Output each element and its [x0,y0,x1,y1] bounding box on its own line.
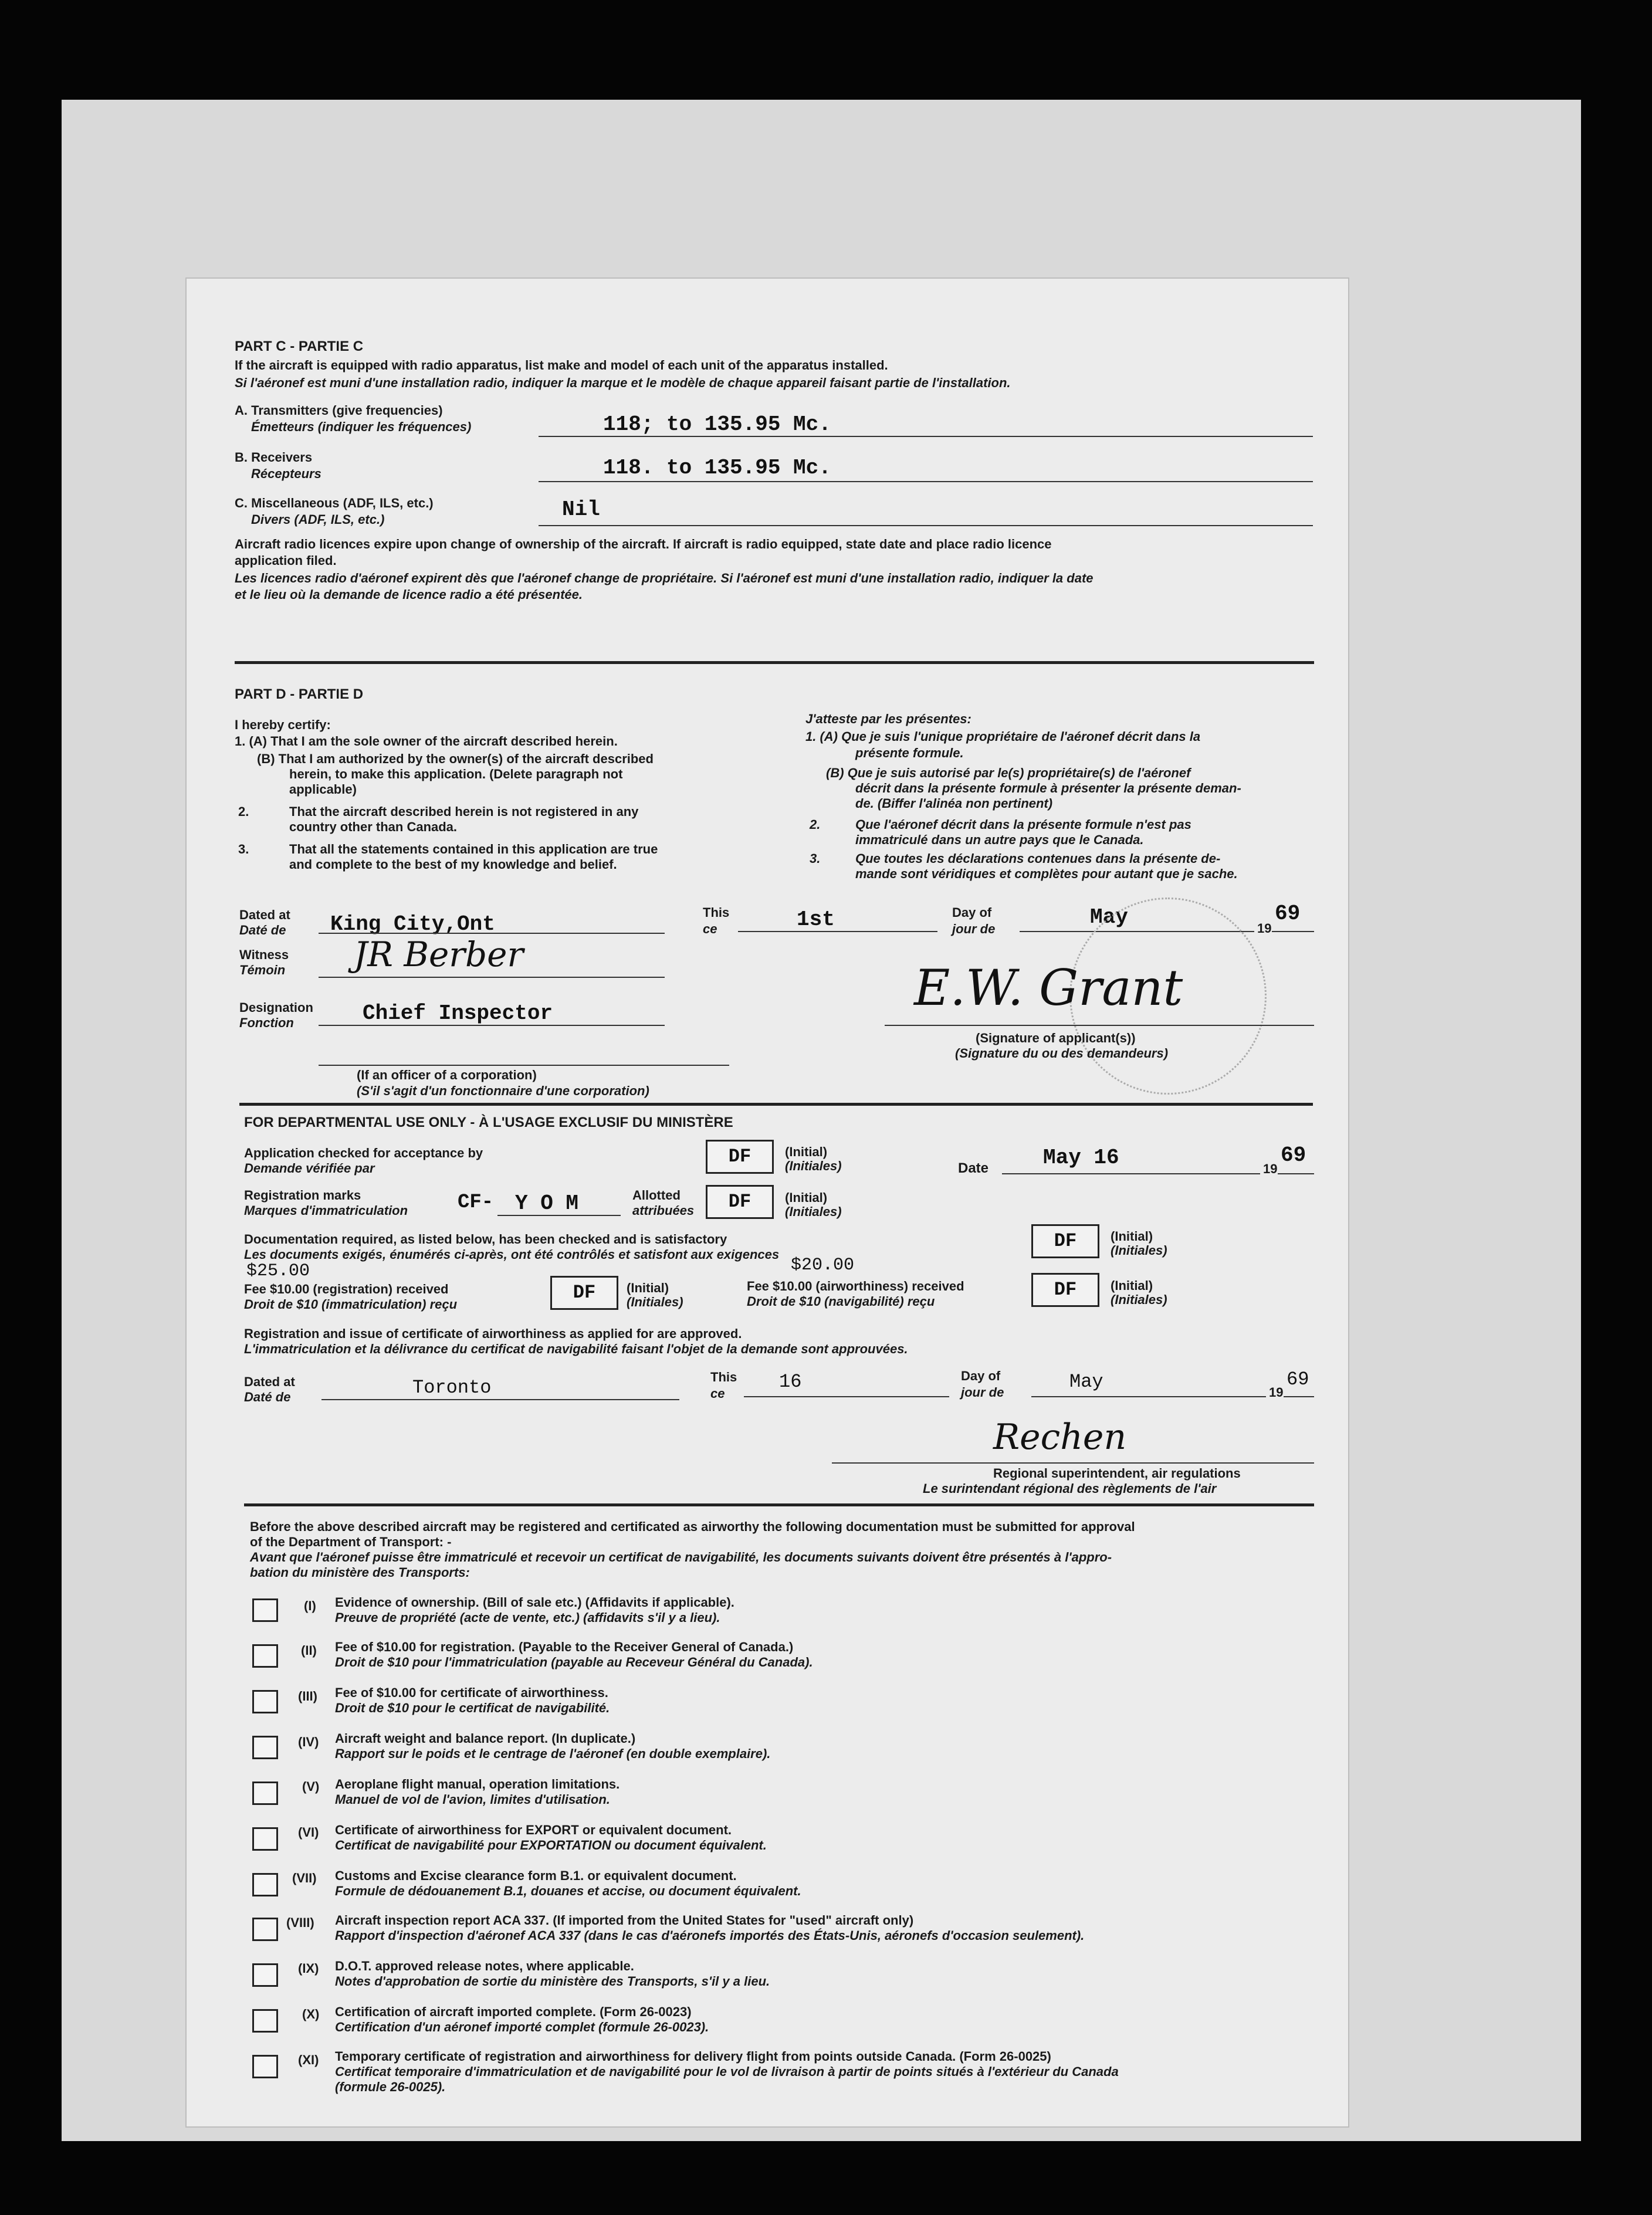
misc-label-en: C. Miscellaneous (ADF, ILS, etc.) [235,496,434,510]
doc-item-num: (VIII) [286,1915,314,1930]
certify-fr-2-1: Que l'aéronef décrit dans la présente formule n'est pas [855,817,1191,832]
dated-at-label-fr: Daté de [239,923,286,937]
radio-note-en-2: application filed. [235,553,337,568]
doc-checkbox-1[interactable] [252,1598,278,1622]
doc-item-num: (II) [301,1643,317,1658]
this-label-fr: ce [703,922,717,936]
doc-item-en: Fee of $10.00 for registration. (Payable to the Receiver General of Canada.) [335,1640,794,1654]
doc-item-num: (VI) [298,1825,319,1840]
fee-air-initial-label-fr: (Initiales) [1111,1292,1167,1307]
doc-item-fr: Certification d'un aéronef importé complet (formule 26-0023). [335,2020,709,2034]
dept-day-label-fr: jour de [961,1385,1004,1400]
fee-airworthiness-en: Fee $10.00 (airworthiness) received [747,1279,964,1293]
marks-prefix: CF- [458,1191,494,1214]
doc-checkbox-2[interactable] [252,1644,278,1668]
certify-fr-1b-3: de. (Biffer l'alinéa non pertinent) [855,796,1053,811]
certify-fr-1a-2: présente formule. [855,746,964,760]
part-c-intro-en: If the aircraft is equipped with radio apparatus, list make and model of each unit of the apparatus installed. [235,358,888,372]
doc-item-fr: Certificat de navigabilité pour EXPORTATION ou document équivalent. [335,1838,767,1852]
superintendent-label-en: Regional superintendent, air regulations [993,1466,1241,1481]
dept-this-label-fr: ce [710,1386,725,1401]
dept-this-label-en: This [710,1370,737,1384]
year-prefix: 19 [1257,921,1272,936]
applicant-signature: E.W. Grant [914,959,1183,1017]
year-value: 69 [1275,902,1301,926]
dept-dated-label-fr: Daté de [244,1390,291,1404]
doc-item-en: Temporary certificate of registration and airworthiness for delivery flight from points outside Canada. (Form 26-0025) [335,2049,1051,2064]
allotted-label-en: Allotted [632,1188,681,1203]
doc-item-fr: Preuve de propriété (acte de vente, etc.) (affidavits s'il y a lieu). [335,1610,720,1625]
fee-registration-fr: Droit de $10 (immatriculation) reçu [244,1297,458,1312]
certify-en-3-2: and complete to the best of my knowledge and belief. [289,857,617,872]
misc-label-fr: Divers (ADF, ILS, etc.) [251,512,385,527]
certify-fr-2-2: immatriculé dans un autre pays que le Canada. [855,832,1144,847]
doc-item-num: (X) [302,2007,320,2021]
officer-note-en: (If an officer of a corporation) [357,1068,537,1082]
transmitters-label-fr: Émetteurs (indiquer les fréquences) [251,419,472,434]
part-d-heading: PART D - PARTIE D [235,686,364,702]
certify-en: I hereby certify: [235,717,331,732]
doc-item-en: Certification of aircraft imported complete. (Form 26-0023) [335,2004,692,2019]
approved-fr: L'immatriculation et la délivrance du certificat de navigabilité faisant l'objet de la demande sont approuvées. [244,1342,908,1356]
doc-item-en: Certificate of airworthiness for EXPORT or equivalent document. [335,1823,732,1837]
applicant-signature-label-en: (Signature of applicant(s)) [976,1031,1136,1045]
checked-initial-label-en: (Initial) [785,1144,828,1159]
doc-item-en: Customs and Excise clearance form B.1. or equivalent document. [335,1868,737,1883]
certify-en-1b-2: herein, to make this application. (Delete paragraph not [289,767,623,781]
dated-at-label-en: Dated at [239,907,290,922]
checked-label-en: Application checked for acceptance by [244,1146,483,1160]
doc-checkbox-9[interactable] [252,1963,278,1987]
dept-year-prefix: 19 [1269,1385,1284,1400]
day-of-label-fr: jour de [952,922,996,936]
certify-fr: J'atteste par les présentes: [805,712,971,726]
doc-item-num: (VII) [292,1871,317,1885]
allotted-initials: DF [706,1185,774,1219]
marks-value: Y O M [515,1191,579,1215]
this-value: 1st [797,907,835,932]
officer-note-fr: (S'il s'agit d'un fonctionnaire d'une corporation) [357,1083,649,1098]
doc-checkbox-8[interactable] [252,1918,278,1941]
doc-item-num: (V) [302,1779,320,1794]
fee-airworthiness-initials: DF [1031,1273,1099,1307]
checked-initials: DF [706,1140,774,1174]
radio-note-fr-1: Les licences radio d'aéronef expirent dès que l'aéronef change de propriétaire. Si l'aéronef est muni d'une installation radio, indiquer la date [235,571,1094,585]
doc-item-en: Aircraft inspection report ACA 337. (If imported from the United States for "used" aircraft only) [335,1913,914,1928]
applicant-signature-label-fr: (Signature du ou des demandeurs) [955,1046,1169,1061]
doc-item-fr: Rapport d'inspection d'aéronef ACA 337 (dans le cas d'aéronefs importés des États-Unis, aéronefs d'occasion seulement). [335,1928,1085,1943]
fee-airworthiness-amount: $20.00 [791,1255,855,1275]
transmitters-value: 118; to 135.95 Mc. [603,412,831,436]
dept-this-value: 16 [779,1371,802,1393]
checked-initial-label-fr: (Initiales) [785,1159,842,1173]
doc-checkbox-11[interactable] [252,2055,278,2078]
part-c-intro-fr: Si l'aéronef est muni d'une installation radio, indiquer la marque et le modèle de chaque appareil faisant partie de l'installation. [235,375,1011,390]
doc-item-fr: Manuel de vol de l'avion, limites d'utilisation. [335,1792,610,1807]
marks-label-fr: Marques d'immatriculation [244,1203,408,1218]
docs-initials: DF [1031,1224,1099,1258]
certify-en-2-1: That the aircraft described herein is not registered in any [289,804,639,819]
doc-item-num: (I) [304,1598,316,1613]
docs-intro-en-1: Before the above described aircraft may be registered and certificated as airworthy the following documentation must be submitted for approval [250,1519,1135,1534]
dept-dated-label-en: Dated at [244,1374,295,1389]
doc-checkbox-10[interactable] [252,2009,278,2033]
dept-day-label-en: Day of [961,1369,1001,1383]
docs-intro-fr-1: Avant que l'aéronef puisse être immatriculé et recevoir un certificat de navigabilité, les documents suivants doivent être présentés à l'appro- [250,1550,1112,1564]
certify-fr-1b-2: décrit dans la présente formule à présenter la présente deman- [855,781,1241,795]
allotted-initial-label-fr: (Initiales) [785,1204,842,1219]
certify-en-3-1: That all the statements contained in this application are true [289,842,658,856]
doc-item-en: Aircraft weight and balance report. (In duplicate.) [335,1731,636,1746]
fee-reg-initial-label-fr: (Initiales) [627,1295,683,1309]
day-of-value: May [1090,905,1128,929]
certify-fr-3-num: 3. [810,851,821,866]
certify-fr-1a-1: 1. (A) Que je suis l'unique propriétaire de l'aéronef décrit dans la [805,729,1201,744]
form-page [187,279,1348,2126]
dept-date-year: 69 [1281,1143,1306,1167]
fee-reg-initial-label-en: (Initial) [627,1281,669,1295]
doc-checkbox-3[interactable] [252,1690,278,1713]
certify-en-1b-3: applicable) [289,782,357,797]
doc-item-en: Aeroplane flight manual, operation limitations. [335,1777,620,1791]
doc-item-en: Evidence of ownership. (Bill of sale etc.) (Affidavits if applicable). [335,1595,734,1610]
marks-label-en: Registration marks [244,1188,361,1203]
dept-year-value: 69 [1287,1369,1309,1390]
doc-item-num: (IX) [298,1961,319,1976]
docs-intro-fr-2: bation du ministère des Transports: [250,1565,470,1580]
day-of-label-en: Day of [952,905,992,920]
allotted-initial-label-en: (Initial) [785,1190,828,1205]
certify-en-1a: 1. (A) That I am the sole owner of the aircraft described herein. [235,734,618,749]
doc-item-fr: Droit de $10 pour l'immatriculation (payable au Receveur Général du Canada). [335,1655,813,1669]
docs-initial-label-en: (Initial) [1111,1229,1153,1244]
doc-checkbox-5[interactable] [252,1782,278,1805]
certify-fr-2-num: 2. [810,817,821,832]
certify-en-2-2: country other than Canada. [289,819,458,834]
this-label-en: This [703,905,730,920]
certify-en-1b-1: (B) That I am authorized by the owner(s) of the aircraft described [257,751,654,766]
misc-value: Nil [562,497,600,521]
certify-fr-1b-1: (B) Que je suis autorisé par le(s) propriétaire(s) de l'aéronef [826,766,1191,780]
certify-en-2-num: 2. [238,804,249,819]
witness-signature: JR Berber [354,934,524,974]
fee-registration-amount: $25.00 [246,1261,310,1281]
dept-date-value: May 16 [1043,1146,1119,1170]
radio-note-fr-2: et le lieu où la demande de licence radio a été présentée. [235,587,583,602]
witness-label-en: Witness [239,947,289,962]
designation-label-fr: Fonction [239,1015,294,1030]
doc-item-en: Fee of $10.00 for certificate of airworthiness. [335,1685,608,1700]
dated-at-value: King City,Ont [330,912,495,936]
doc-item-fr: Formule de dédouanement B.1, douanes et accise, ou document équivalent. [335,1884,801,1898]
superintendent-label-fr: Le surintendant régional des règlements de l'air [923,1481,1217,1496]
receivers-value: 118. to 135.95 Mc. [603,456,831,480]
doc-checkbox-6[interactable] [252,1827,278,1851]
superintendent-signature: Rechen [993,1417,1127,1458]
doc-item-num: (IV) [298,1735,319,1749]
radio-note-en-1: Aircraft radio licences expire upon change of ownership of the aircraft. If aircraft is radio equipped, state date and place radio licence [235,537,1052,551]
doc-checkbox-4[interactable] [252,1736,278,1759]
transmitters-label-en: A. Transmitters (give frequencies) [235,403,443,418]
doc-item-fr: (formule 26-0025). [335,2079,446,2094]
receivers-label-en: B. Receivers [235,450,313,465]
dept-date-year-prefix: 19 [1263,1161,1278,1176]
certify-en-3-num: 3. [238,842,249,856]
dept-dated-value: Toronto [412,1377,492,1398]
fee-air-initial-label-en: (Initial) [1111,1278,1153,1293]
docs-checked-en: Documentation required, as listed below, has been checked and is satisfactory [244,1232,727,1247]
part-c-heading: PART C - PARTIE C [235,338,364,354]
certify-fr-3-1: Que toutes les déclarations contenues dans la présente de- [855,851,1221,866]
fee-registration-en: Fee $10.00 (registration) received [244,1282,449,1296]
doc-item-fr: Notes d'approbation de sortie du ministère des Transports, s'il y a lieu. [335,1974,770,1989]
doc-item-fr: Droit de $10 pour le certificat de navigabilité. [335,1701,610,1715]
designation-value: Chief Inspector [363,1001,553,1025]
dept-heading: FOR DEPARTMENTAL USE ONLY - À L'USAGE EXCLUSIF DU MINISTÈRE [244,1115,733,1130]
fee-registration-initials: DF [550,1276,618,1310]
designation-label-en: Designation [239,1000,313,1015]
docs-intro-en-2: of the Department of Transport: - [250,1535,452,1549]
approved-en: Registration and issue of certificate of airworthiness as applied for are approved. [244,1326,742,1341]
docs-initial-label-fr: (Initiales) [1111,1243,1167,1258]
doc-item-fr: Rapport sur le poids et le centrage de l'aéronef (en double exemplaire). [335,1746,771,1761]
doc-item-fr: Certificat temporaire d'immatriculation et de navigabilité pour le vol de livraison à partir de points situés à l'extérieur du Canada [335,2064,1119,2079]
receivers-label-fr: Récepteurs [251,466,321,481]
certify-fr-3-2: mande sont véridiques et complètes pour autant que je sache. [855,866,1238,881]
doc-item-en: D.O.T. approved release notes, where applicable. [335,1959,634,1973]
witness-label-fr: Témoin [239,963,286,977]
checked-label-fr: Demande vérifiée par [244,1161,375,1176]
docs-checked-fr: Les documents exigés, énumérés ci-après, ont été contrôlés et satisfont aux exigences [244,1247,780,1262]
doc-checkbox-7[interactable] [252,1873,278,1896]
doc-item-num: (III) [298,1689,317,1703]
dept-date-label: Date [958,1160,989,1176]
dept-day-value: May [1069,1371,1103,1393]
allotted-label-fr: attribuées [632,1203,695,1218]
fee-airworthiness-fr: Droit de $10 (navigabilité) reçu [747,1294,935,1309]
doc-item-num: (XI) [298,2053,319,2067]
